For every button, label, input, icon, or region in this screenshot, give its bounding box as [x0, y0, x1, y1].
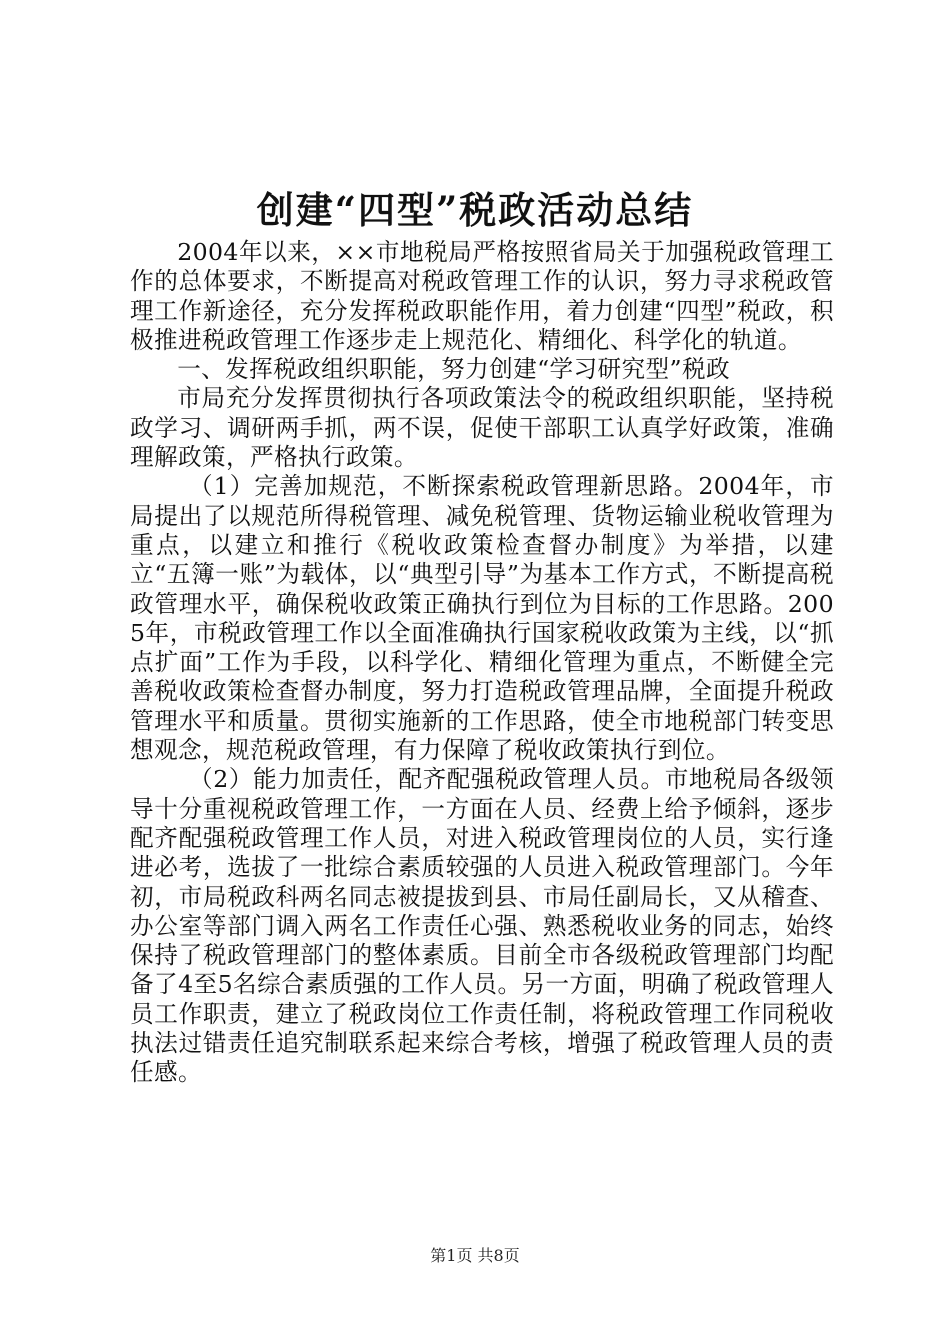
- document-body: [130, 238, 834, 1088]
- subsection-paragraph-2: （2）能力加责任，配齐配强税政管理人员。市地税局各级领导十分重视税政管理工作，一方面在人员、经费上给予倾斜，逐步配齐配强税政管理工作人员，对进入税政管理岗位的人员，实行逢进必考，选拔了一批综合素质较强的人员进入税政管理部门。今年初，市局税政科两名同志被提拔到县、市局任副局长，又从稽查、办公室等部门调入两名工作责任心强、熟悉税收业务的同志，始终保持了税政管理部门的整体素质。目前全市各级税政管理部门均配备了4至5名综合素质强的工作人员。另一方面，明确了税政管理人员工作职责，建立了税政岗位工作责任制，将税政管理工作同税收执法过错责任追究制联系起来综合考核，增强了税政管理人员的责任感。: [130, 765, 834, 1087]
- subsection-paragraph-1: （1）完善加规范，不断探索税政管理新思路。2004年，市局提出了以规范所得税管理、减免税管理、货物运输业税收管理为重点，以建立和推行《税收政策检查督办制度》为举措，以建立“五簿一账”为载体，以“典型引导”为基本工作方式，不断提高税政管理水平，确保税收政策正确执行到位为目标的工作思路。2005年，市税政管理工作以全面准确执行国家税收政策为主线，以“抓点扩面”工作为手段，以科学化、精细化管理为重点，不断健全完善税收政策检查督办制度，努力打造税政管理品牌，全面提升税政管理水平和质量。贯彻实施新的工作思路，使全市地税部门转变思想观念，规范税政管理，有力保障了税收政策执行到位。: [130, 472, 834, 765]
- section-heading: 一、发挥税政组织职能，努力创建“学习研究型”税政: [177, 355, 730, 384]
- intro-paragraph: 2004年以来，××市地税局严格按照省局关于加强税政管理工作的总体要求，不断提高对税政管理工作的认识，努力寻求税政管理工作新途径，充分发挥税政职能作用，着力创建“四型”税政，积极推进税政管理工作逐步走上规范化、精细化、科学化的轨道。: [130, 238, 834, 354]
- page-number-footer: 第1页 共8页: [430, 1246, 520, 1265]
- section-paragraph: 市局充分发挥贯彻执行各项政策法令的税政组织职能，坚持税政学习、调研两手抓，两不误，促使干部职工认真学好政策，准确理解政策，严格执行政策。: [130, 384, 834, 472]
- document-title: 创建“四型”税政活动总结: [256, 188, 694, 232]
